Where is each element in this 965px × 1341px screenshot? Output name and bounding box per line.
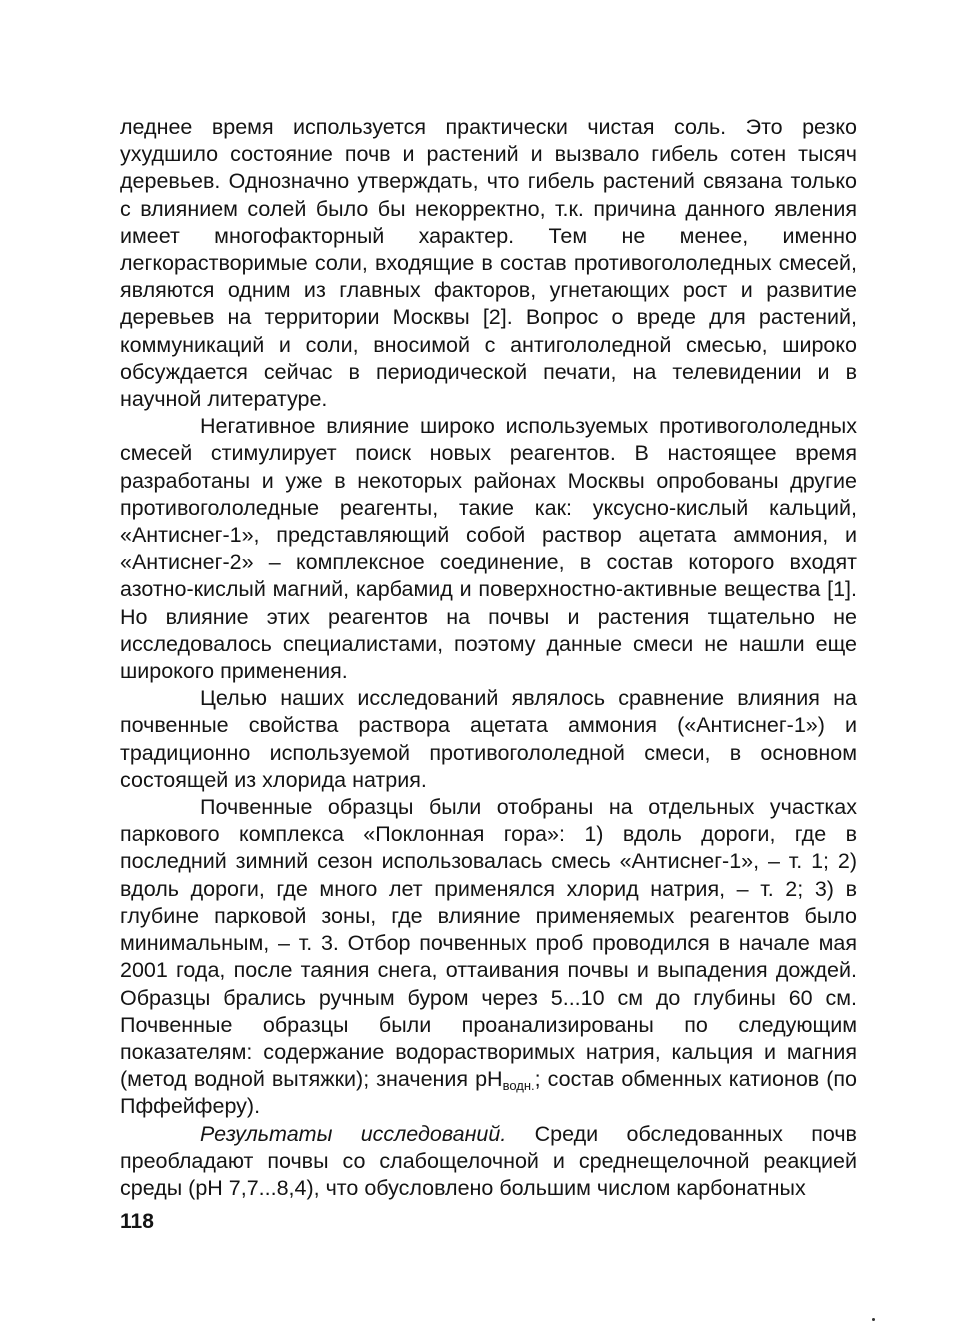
paragraph-2: Негативное влияние широко используемых противогололедных смесей стимулирует поиск новых реагентов. В настоящее время разработаны и уже в некоторых районах Москвы опробованы другие противогололедные реагенты, такие как: уксусно-кислый кальций, «Антиснег-1», представляющий собой раствор ацетата аммония, и «Антиснег-2» – комплексное соединение, в состав которого входят азотно-кислый магний, карбамид и поверхностно-активные вещества [1]. Но влияние этих реагентов на почвы и растения тщательно не исследовалось специалистами, поэтому данные смеси не нашли еще широкого применения. [120,414,857,684]
results-heading: Результаты исследований. [200,1121,507,1146]
paragraph-4-tail: ; состав обменных катионов (по Пффейферу). [120,1067,857,1119]
document-body [120,114,857,1202]
paragraph-4 [120,794,857,1120]
paragraph-3: Целью наших исследований являлось сравнение влияния на почвенные свойства раствора ацетата аммония («Антиснег-1») и традиционно используемой противогололедной смеси, в основном состоящей из хлорида натрия. [120,686,857,792]
paragraph-5-rest: Среди обследованных почв преобладают почвы со слабощелочной и среднещелочной реакцией среды (рН 7,7...8,4), что обусловлено большим числом карбонатных [120,1121,857,1200]
ph-subscript: водн. [502,1078,535,1094]
scan-speck [872,1318,875,1321]
paragraph-4-main: Почвенные образцы были отобраны на отдельных участках паркового комплекса «Поклонная гора»: 1) вдоль дороги, где в последний зимний сезон использовалась смесь «Антиснег-1», – т. 1; 2) вдоль дороги, где много лет применялся хлорид натрия, – т. 2; 3) в глубине парковой зоны, где влияние применяемых реагентов было минимальным, – т. 3. Отбор почвенных проб проводился в начале мая 2001 года, после таяния снега, оттаивания почвы и выпадения дождей. Образцы брались ручным буром через 5...10 см до глубины 60 см. Почвенные образцы были проанализированы по следующим показателям: содержание водорастворимых натрия, кальция и магния (метод водной вытяжки); значения pH [120,795,857,1092]
paragraph-1: леднее время используется практически чистая соль. Это резко ухудшило состояние почв и растений и вызвало гибель сотен тысяч деревьев. Однозначно утверждать, что гибель растений связана только с влиянием солей было бы некорректно, т.к. причина данного явления имеет многофакторный характер. Тем не менее, именно легкорастворимые соли, входящие в состав противогололедных смесей, являются одним из главных факторов, угнетающих рост и развитие деревьев на территории Москвы [2]. Вопрос о вреде для растений, коммуникаций и соли, вносимой с антигололедной смесью, широко обсуждается сейчас в периодической печати, на телевидении и в научной литературе. [120,115,857,412]
paragraph-5 [120,1121,857,1203]
page-number: 118 [120,1210,154,1233]
